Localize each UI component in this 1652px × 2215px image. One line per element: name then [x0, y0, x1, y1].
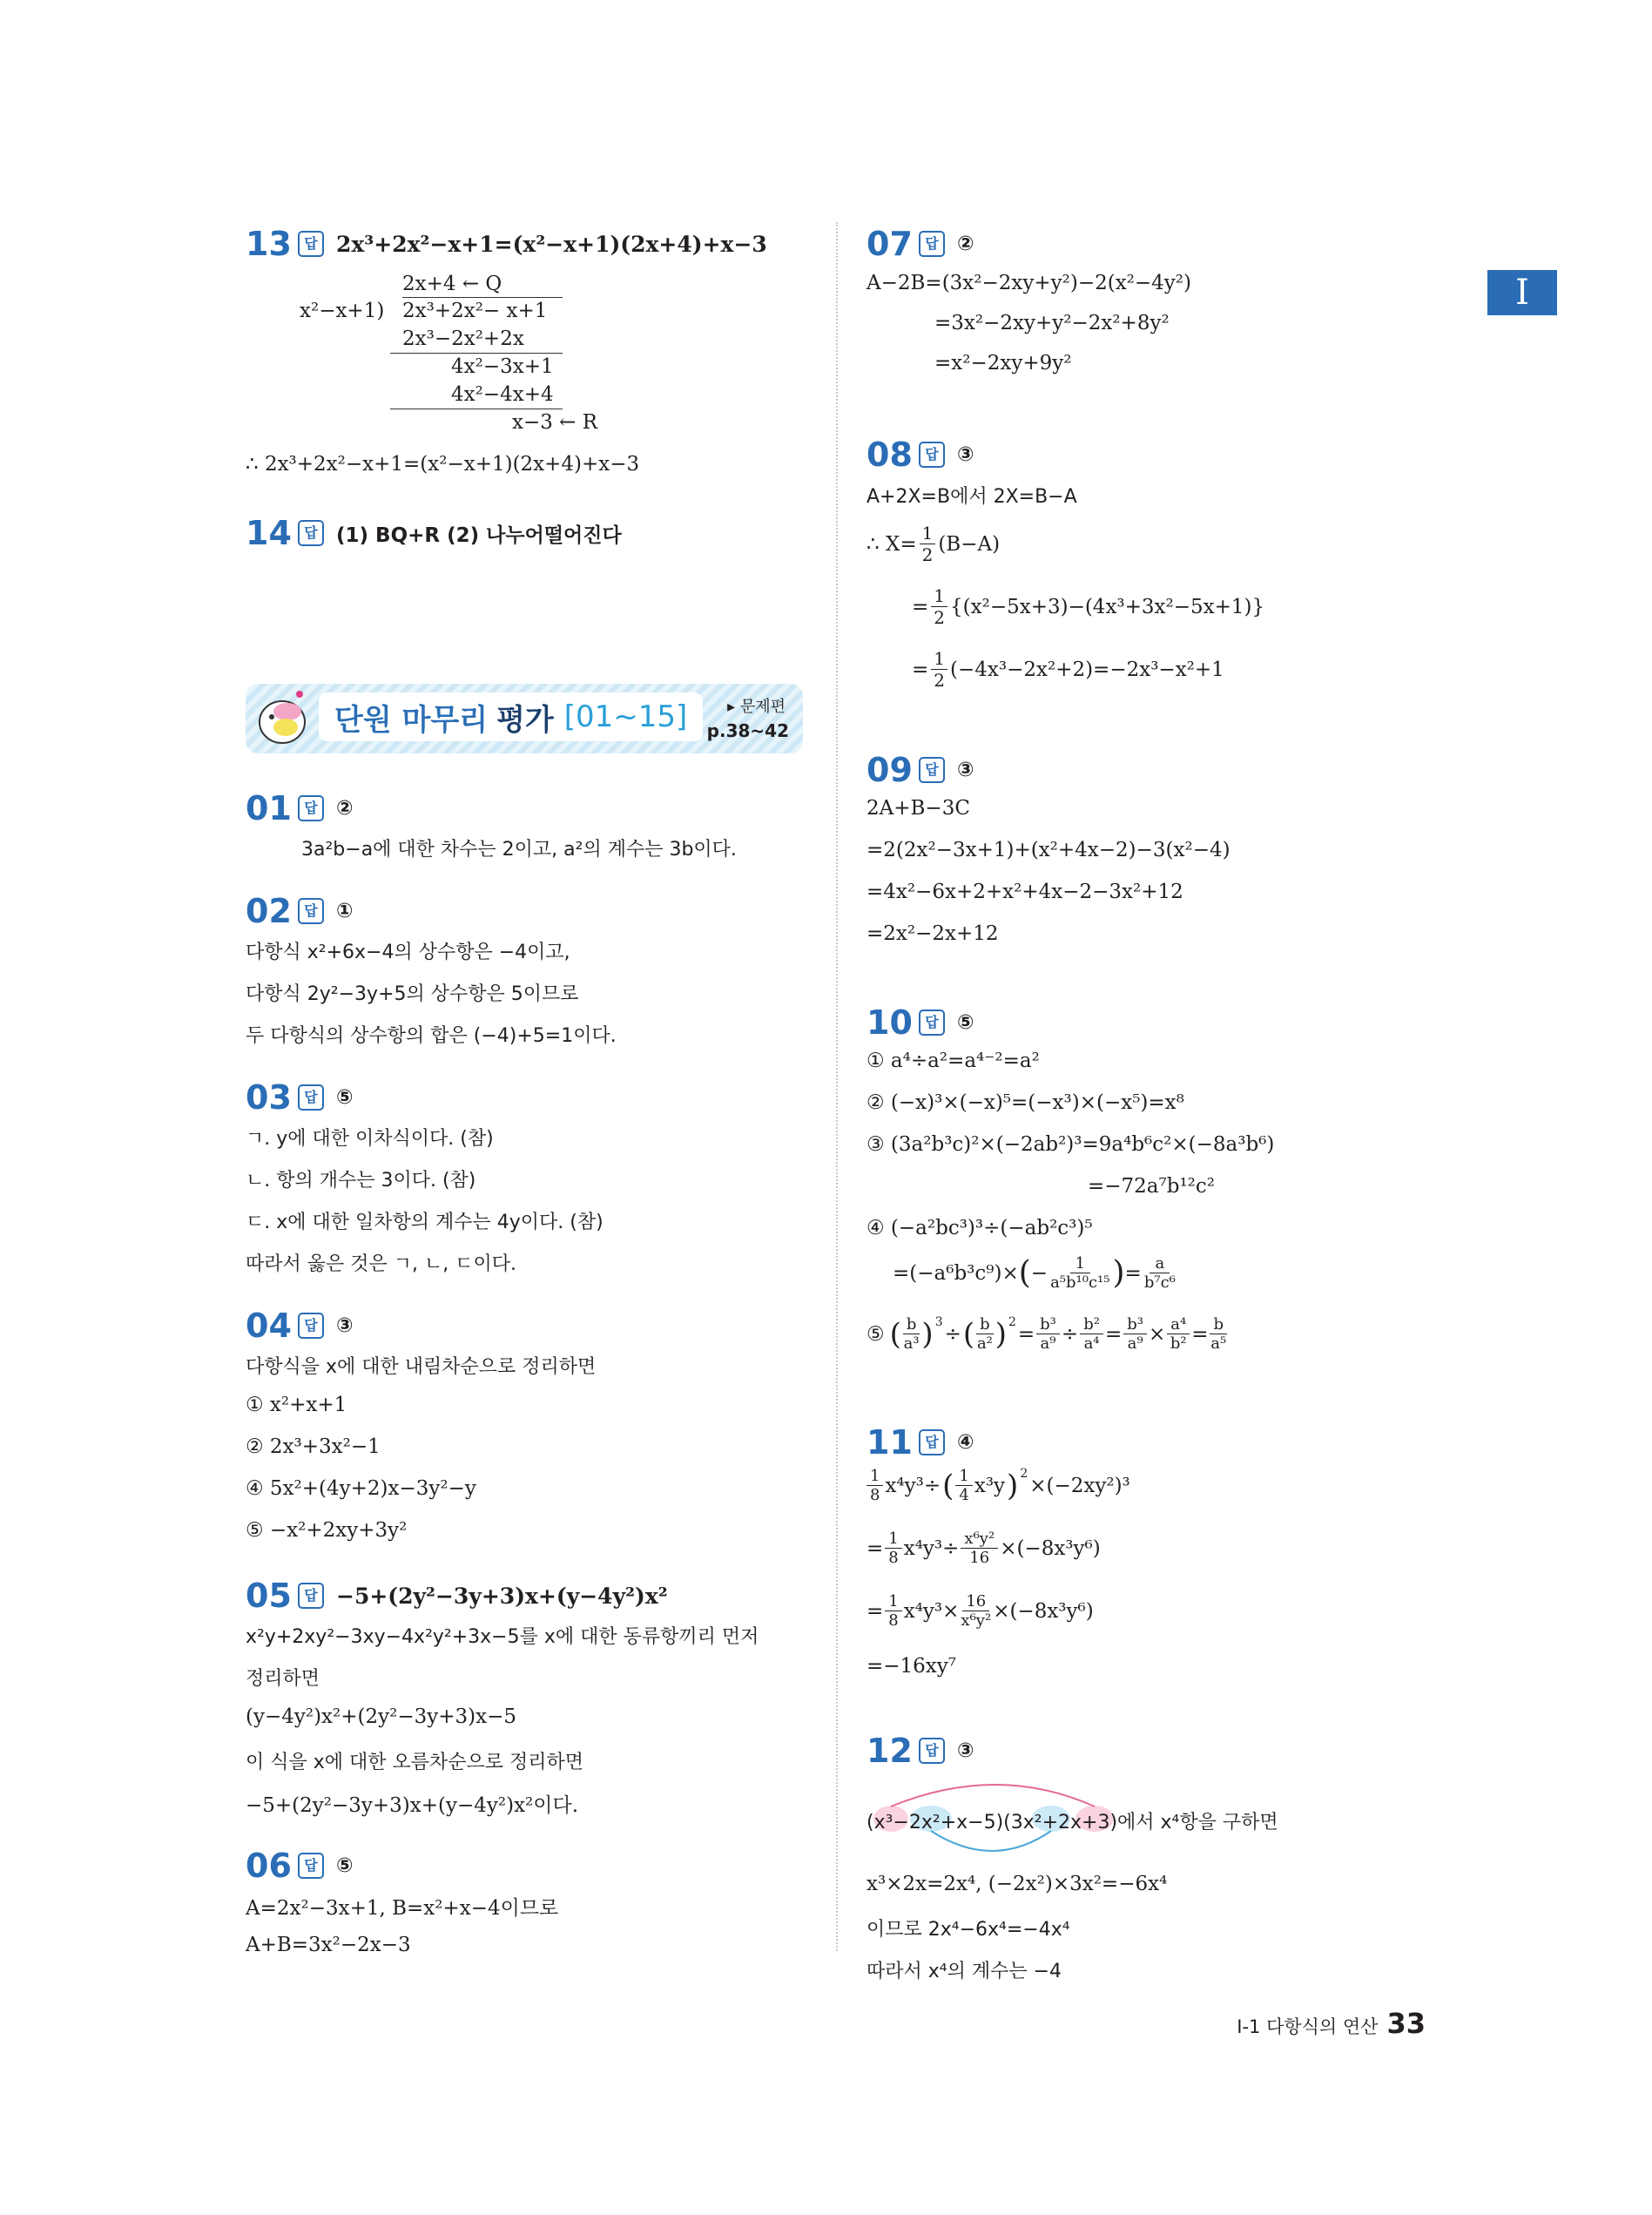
question-03-header	[246, 1078, 353, 1117]
expr-text: (−4x³−2x²+2)=−2x³−x²+1	[950, 658, 1224, 681]
item-label: ⑤	[866, 1322, 885, 1346]
answer: ③	[957, 1739, 974, 1762]
numerator: a⁴	[1167, 1315, 1190, 1334]
banner-title-a: 단원 마무리	[334, 702, 489, 738]
solution-line: ㄴ. 항의 개수는 3이다. (참)	[246, 1170, 476, 1192]
solution-line: 다항식을 x에 대한 내림차순으로 정리하면	[246, 1356, 597, 1378]
question-04-header	[246, 1307, 353, 1345]
expr-text: x⁴y³×	[903, 1599, 960, 1623]
question-13-header	[246, 225, 767, 263]
solution-line: =x²−2xy+9y²	[934, 352, 1072, 375]
page-footer	[1237, 2007, 1426, 2040]
expr-text: x³y	[974, 1474, 1006, 1497]
question-06-header	[246, 1847, 353, 1885]
mascot-icon	[253, 689, 312, 748]
expr-text: ×(−8x³y⁶)	[1000, 1536, 1101, 1560]
fraction	[1080, 1315, 1103, 1353]
question-number: 02	[246, 892, 292, 930]
answer: ⑤	[336, 1086, 354, 1109]
solution-line: =−16xy⁷	[866, 1655, 956, 1678]
answer: ③	[957, 759, 974, 781]
division-step: 4x²−3x+1	[451, 355, 554, 378]
question-14-header	[246, 514, 622, 552]
answer-badge: 답	[298, 898, 324, 924]
denominator: 2	[934, 607, 946, 628]
solution-line: ④ 5x²+(4y+2)x−3y²−y	[246, 1477, 476, 1500]
solution-line: ㄱ. y에 대한 이차식이다. (참)	[246, 1128, 494, 1150]
solution-line: =3x²−2xy+y²−2x²+8y²	[934, 312, 1170, 334]
solution-line	[912, 648, 1224, 691]
paren: (	[942, 1468, 954, 1503]
division-bar	[402, 297, 563, 298]
fraction	[885, 1592, 901, 1630]
expr-text: {(x²−5x+3)−(4x³+3x²−5x+1)}	[950, 595, 1265, 618]
solution-line: 다항식 x²+6x−4의 상수항은 −4이고,	[246, 942, 570, 963]
division-remainder: x−3 ← R	[512, 411, 598, 434]
solution-line: 따라서 옳은 것은 ㄱ, ㄴ, ㄷ이다.	[246, 1253, 516, 1275]
solution-line: 따라서 x⁴의 계수는 −4	[866, 1961, 1062, 1982]
answer: 2x³+2x²−x+1=(x²−x+1)(2x+4)+x−3	[336, 231, 767, 257]
answer-badge: 답	[298, 1853, 324, 1879]
numerator: 1	[1070, 1254, 1090, 1273]
equals-sign: =	[1124, 1261, 1142, 1285]
solution-line: ① x²+x+1	[246, 1394, 347, 1416]
answer: −5+(2y²−3y+3)x+(y−4y²)x²	[336, 1583, 668, 1609]
solution-line	[866, 1467, 1130, 1504]
chapter-tab: I	[1487, 270, 1557, 315]
fraction	[866, 1467, 883, 1504]
question-02-header	[246, 892, 353, 930]
operator: =	[1017, 1322, 1035, 1346]
answer: (1) BQ+R (2) 나누어떨어진다	[336, 523, 622, 547]
answer-badge: 답	[298, 520, 324, 546]
numerator: b	[903, 1315, 920, 1334]
solution-line: (x³−2x²+x−5)(3x²+2x+3)에서 x⁴항을 구하면	[866, 1812, 1278, 1833]
denominator: a⁴	[1083, 1334, 1100, 1353]
answer: ①	[336, 900, 354, 922]
solution-line: x²y+2xy²−3xy−4x²y²+3x−5를 x에 대한 동류항끼리 먼저	[246, 1626, 759, 1648]
answer: ⑤	[957, 1011, 974, 1034]
question-08-header	[866, 436, 974, 474]
exponent: 2	[1008, 1315, 1016, 1329]
paren: )	[1112, 1255, 1125, 1291]
fraction	[920, 523, 936, 565]
solution-line: 이므로 2x⁴−6x⁴=−4x⁴	[866, 1919, 1070, 1941]
division-quotient: 2x+4 ← Q	[402, 273, 502, 295]
operator: ÷	[944, 1322, 961, 1346]
denominator: b⁷c⁶	[1143, 1273, 1176, 1292]
numerator: 1	[955, 1467, 972, 1486]
answer-badge: 답	[298, 1084, 324, 1111]
solution-line	[866, 1592, 1094, 1630]
numerator: b³	[1036, 1315, 1060, 1334]
question-number: 13	[246, 225, 292, 263]
answer-badge: 답	[919, 1429, 945, 1455]
question-number: 01	[246, 789, 292, 827]
denominator: a⁹	[1040, 1334, 1056, 1353]
division-divisor: x²−x+1)	[300, 300, 385, 322]
exponent: 3	[934, 1315, 943, 1329]
operator: ×	[1148, 1322, 1166, 1346]
paren: )	[995, 1316, 1007, 1352]
numerator: 1	[931, 585, 947, 607]
answer: ③	[957, 443, 974, 466]
fraction	[1144, 1254, 1176, 1292]
denominator: 8	[870, 1486, 880, 1504]
fraction	[903, 1315, 920, 1353]
solution-line: ④ (−a²bc³)³÷(−ab²c³)⁵	[866, 1217, 1093, 1239]
answer-badge: 답	[919, 442, 945, 468]
fraction	[961, 1592, 991, 1630]
solution-line: =2x²−2x+12	[866, 922, 999, 945]
fraction	[1123, 1315, 1147, 1353]
conclusion: ∴ 2x³+2x²−x+1=(x²−x+1)(2x+4)+x−3	[246, 453, 640, 476]
denominator: 2	[921, 544, 934, 565]
expr-text: =	[912, 595, 929, 618]
denominator: 16	[969, 1549, 990, 1567]
paren: (	[889, 1316, 901, 1352]
unit-review-banner	[246, 684, 803, 753]
question-10-header	[866, 1003, 974, 1042]
solution-line	[866, 1530, 1101, 1567]
operator: =	[1191, 1322, 1209, 1346]
numerator: b	[1210, 1315, 1227, 1334]
banner-ref-pages: p.38~42	[706, 720, 789, 741]
denominator: 8	[888, 1549, 899, 1567]
fraction	[955, 1467, 972, 1504]
operator: =	[1104, 1322, 1123, 1346]
solution-line: ㄷ. x에 대한 일차항의 계수는 4y이다. (참)	[246, 1212, 603, 1233]
paren: )	[1007, 1468, 1019, 1503]
fraction	[1036, 1315, 1060, 1353]
numerator: 1	[885, 1530, 901, 1549]
answer: ④	[957, 1431, 974, 1454]
expr-text: ∴ X=	[866, 532, 917, 556]
expr-text: =	[912, 658, 929, 681]
answer: ②	[957, 233, 974, 255]
minus-sign: −	[1030, 1261, 1049, 1285]
numerator: 1	[920, 523, 936, 544]
question-number: 09	[866, 751, 913, 789]
solution-line: ② (−x)³×(−x)⁵=(−x³)×(−x⁵)=x⁸	[866, 1091, 1184, 1114]
answer-badge: 답	[298, 1313, 324, 1339]
solution-line: 2A+B−3C	[866, 797, 970, 820]
answer-badge: 답	[298, 1583, 324, 1609]
answer: ③	[336, 1314, 354, 1337]
expr-text: x⁴y³÷	[903, 1536, 960, 1560]
solution-line: 정리하면	[246, 1668, 320, 1690]
banner-title-b: 평가	[496, 702, 554, 738]
denominator: 2	[934, 670, 946, 691]
answer: ⑤	[336, 1854, 354, 1877]
answer-badge: 답	[298, 231, 324, 257]
answer: ②	[336, 797, 354, 820]
numerator: b³	[1123, 1315, 1147, 1334]
denominator: a³	[903, 1334, 920, 1353]
denominator: a²	[976, 1334, 993, 1353]
question-11-header	[866, 1423, 974, 1462]
answer-badge: 답	[919, 231, 945, 257]
question-05-header	[246, 1577, 668, 1615]
banner-ref-label: ▸ 문제편	[727, 698, 786, 716]
fraction	[931, 648, 947, 691]
numerator: 16	[962, 1592, 989, 1611]
solution-line	[893, 1254, 1178, 1292]
fraction	[961, 1530, 998, 1567]
question-number: 11	[866, 1423, 913, 1462]
denominator: a⁵b¹⁰c¹⁵	[1050, 1273, 1110, 1292]
exponent: 2	[1020, 1467, 1028, 1481]
solution-line: −5+(2y²−3y+3)x+(y−4y²)x²이다.	[246, 1794, 579, 1817]
solution-line: 이 식을 x에 대한 오름차순으로 정리하면	[246, 1752, 584, 1773]
paren: )	[921, 1316, 934, 1352]
solution-line: A=2x²−3x+1, B=x²+x−4이므로	[246, 1897, 559, 1920]
denominator: 8	[888, 1611, 899, 1630]
column-divider	[836, 222, 838, 1951]
question-12-header	[866, 1732, 974, 1770]
solution-line: =4x²−6x+2+x²+4x−2−3x²+12	[866, 881, 1183, 903]
denominator: a⁵	[1210, 1334, 1227, 1353]
operator: ÷	[1061, 1322, 1079, 1346]
numerator: 1	[866, 1467, 883, 1486]
expr-text: ×(−2xy²)³	[1029, 1474, 1130, 1497]
solution-line: ③ (3a²b³c)²×(−2ab²)³=9a⁴b⁶c²×(−8a³b⁶)	[866, 1133, 1275, 1156]
solution-line: ② 2x³+3x²−1	[246, 1435, 381, 1458]
fraction	[1050, 1254, 1109, 1292]
question-07-header	[866, 225, 974, 263]
question-number: 12	[866, 1732, 913, 1770]
numerator: b	[976, 1315, 994, 1334]
solution-line: 두 다항식의 상수항의 합은 (−4)+5=1이다.	[246, 1025, 617, 1047]
solution-line: ⑤ −x²+2xy+3y²	[246, 1519, 408, 1542]
division-step: 4x²−4x+4	[451, 383, 554, 406]
division-rule	[390, 353, 563, 354]
answer-badge: 답	[919, 1010, 945, 1036]
expr-text: ×(−8x³y⁶)	[993, 1599, 1094, 1623]
solution-line: A+2X=B에서 2X=B−A	[866, 486, 1077, 508]
solution-line	[866, 1315, 1227, 1353]
numerator: b²	[1080, 1315, 1103, 1334]
division-dividend: 2x³+2x²− x+1	[402, 300, 548, 322]
division-step: 2x³−2x²+2x	[402, 328, 524, 350]
solution-line: x³×2x=2x⁴, (−2x²)×3x²=−6x⁴	[866, 1873, 1168, 1895]
question-number: 10	[866, 1003, 913, 1042]
denominator: x⁶y²	[961, 1611, 992, 1630]
banner-range: [01~15]	[563, 699, 688, 734]
fraction	[931, 585, 947, 628]
question-number: 08	[866, 436, 913, 474]
denominator: 4	[959, 1486, 969, 1504]
expr-text: x⁴y³÷	[885, 1474, 941, 1497]
expr-text: (B−A)	[938, 532, 1001, 556]
fraction	[885, 1530, 901, 1567]
answer-badge: 답	[919, 1738, 945, 1764]
solution-line: (y−4y²)x²+(2y²−3y+3)x−5	[246, 1705, 516, 1728]
solution-line: =−72a⁷b¹²c²	[1088, 1175, 1216, 1198]
solution-line: ① a⁴÷a²=a⁴⁻²=a²	[866, 1050, 1040, 1072]
equals-sign: =	[866, 1536, 884, 1560]
solution-line: 3a²b−a에 대한 차수는 2이고, a²의 계수는 3b이다.	[301, 839, 737, 861]
solution-line: =2(2x²−3x+1)+(x²+4x−2)−3(x²−4)	[866, 839, 1231, 861]
answer-badge: 답	[919, 757, 945, 783]
solution-line: 다항식 2y²−3y+5의 상수항은 5이므로	[246, 983, 579, 1005]
fraction	[1167, 1315, 1190, 1353]
question-09-header	[866, 751, 974, 789]
denominator: a⁹	[1127, 1334, 1143, 1353]
solution-line: A−2B=(3x²−2xy+y²)−2(x²−4y²)	[866, 272, 1191, 294]
page-number: 33	[1386, 2007, 1426, 2040]
answer-badge: 답	[298, 795, 324, 821]
fraction	[1210, 1315, 1227, 1353]
question-01-header	[246, 789, 353, 827]
question-number: 04	[246, 1307, 292, 1345]
numerator: 1	[885, 1592, 901, 1611]
solution-line	[912, 585, 1264, 628]
question-number: 03	[246, 1078, 292, 1117]
expr-text: =(−a⁶b³c⁹)×	[893, 1261, 1019, 1285]
solution-line	[866, 523, 1000, 565]
question-number: 06	[246, 1847, 292, 1885]
equals-sign: =	[866, 1599, 884, 1623]
numerator: a	[1150, 1254, 1170, 1273]
paren: (	[1018, 1255, 1031, 1291]
numerator: 1	[931, 648, 947, 670]
question-number: 14	[246, 514, 292, 552]
question-number: 05	[246, 1577, 292, 1615]
question-number: 07	[866, 225, 913, 263]
numerator: x⁶y²	[961, 1530, 998, 1549]
banner-title	[319, 692, 703, 741]
solution-line: A+B=3x²−2x−3	[246, 1934, 411, 1956]
footer-chapter: Ⅰ-1 다항식의 연산	[1237, 2016, 1379, 2037]
denominator: b²	[1170, 1334, 1187, 1353]
paren: (	[962, 1316, 975, 1352]
fraction	[976, 1315, 994, 1353]
